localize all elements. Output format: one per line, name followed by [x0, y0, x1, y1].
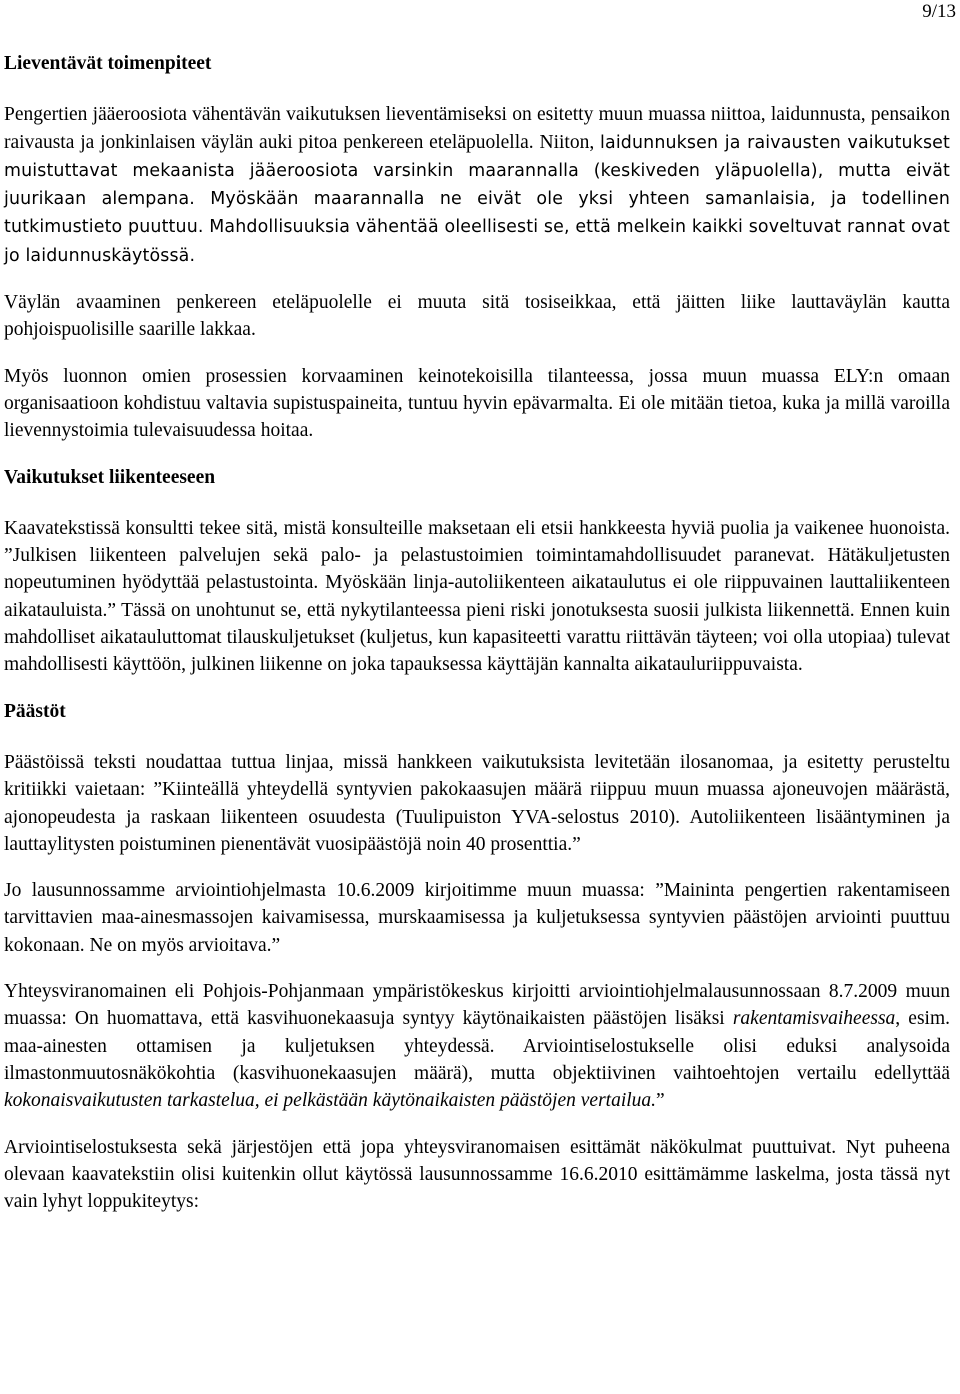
document-body [4, 50, 950, 1234]
paragraph-paastot-3-italic-a: rakentamisvaiheessa [732, 1008, 896, 1030]
paragraph-lievennys-1-text: Pengertien jääeroosiota vähentävän vaikutuksen lieventämiseksi on esitetty muun muassa niittoa, laidunnusta, pensaikon raivausta ja jonkinlaisen väylän auki pitoa penkereen eteläpuolella. Niiton, [4, 104, 950, 153]
paragraph-lievennys-1 [4, 101, 950, 270]
paragraph-lievennys-2: Väylän avaaminen penkereen eteläpuolelle ei muuta sitä tosiseikkaa, että jäitten liike lauttaväylän kautta pohjoispuolisille saarille lakkaa. [4, 292, 950, 341]
heading-lieventavat: Lieventävät toimenpiteet [4, 53, 212, 74]
paragraph-liikenne-1: Kaavatekstissä konsultti tekee sitä, mistä konsulteille maksetaan eli etsii hankkeesta hyviä puolia ja vaikenee huonoista. ”Julkisen liikenteen palvelujen sekä palo- ja pelastustoimien toimintamahdollisuudet paranevat. Hätäkuljetusten nopeutuminen hyödyttää pelastustointa. Myöskään linja-autoliikenteen aikataulutus ei ole riippuvainen lauttaliikenteen aikatauluista.” Tässä on unohtunut se, että nykytilanteessa pieni riski jonotuksesta suosii julkista liikennettä. Ennen kuin mahdolliset aikatauluttomat tilauskuljetukset (kuljetus, kun kapasiteetti varattu riittävän täyteen; voi olla utopiaa) tulevat mahdollisesti käyttöön, julkinen liikenne on joka tapauksessa käyttäjän kannalta aikatauluriippuvaista. [4, 517, 950, 676]
heading-liikenne: Vaikutukset liikenteeseen [4, 466, 216, 488]
heading-paastot: Päästöt [4, 700, 66, 722]
paragraph-paastot-3-closing-quote: ” [656, 1090, 665, 1112]
paragraph-paastot-3-italic-b: kokonaisvaikutusten tarkastelua, ei pelkästään käytönaikaisten päästöjen vertailua. [4, 1090, 657, 1112]
paragraph-paastot-3 [4, 978, 950, 1114]
paragraph-lievennys-3: Myös luonnon omien prosessien korvaaminen keinotekoisilla tilanteessa, jossa muun muassa ELY:n omaan organisaatioon kohdistuu valtavia supistuspaineita, tuntuu hyvin epävarmalta. Ei ole mitään tietoa, kuka ja millä varoilla lievennystoimia tulevaisuudessa hoitaa. [4, 365, 950, 442]
paragraph-paastot-1: Päästöissä teksti noudattaa tuttua linjaa, missä hankkeen vaikutuksista levitetään ilosanomaa, ja esitetty perusteltu kritiikki vaietaan: ”Kiinteällä yhteydellä syntyvien pakokaasujen määrä riippuu muun muassa ajoneuvojen määrästä, ajonopeudesta ja raskaan liikenteen osuudesta (Tuulipuiston YVA-selostus 2010). Autoliikenteen lisääntyminen ja lauttaylitysten poistuminen pienentävät vuosipäästöjä noin 40 prosenttia.” [4, 751, 950, 855]
paragraph-paastot-3-text-a: Yhteysviranomainen eli Pohjois-Pohjanmaan ympäristökeskus kirjoitti arviointiohjelmalausunnossaan 8.7.2009 muun muassa: On huomattava, että kasvihuonekaasuja syntyy käytönaikaisten päästöjen lisäksi [4, 981, 950, 1030]
paragraph-paastot-3-text-b: , esim. maa-ainesten ottamisen ja kuljetuksen yhteydessä. Arviointiselostukselle olisi eduksi analysoida ilmastonmuutosnäkökohtia (kasvihuonekaasujen määrä), mutta objektiivinen vaihtoehtojen vertailu edellyttää [4, 1008, 950, 1084]
page-number: 9/13 [922, 1, 956, 22]
paragraph-lievennys-1-sans-text: laidunnuksen ja raivausten vaikutukset muistuttavat mekaanista jääeroosiota varsinkin maarannalla (keskiveden yläpuolella), mutta eivät juurikaan alempana. Myöskään maarannalla ne eivät ole yksi yhteen samanlaisia, ja todellinen tutkimustieto puuttuu. Mahdollisuuksia vähentää oleellisesti se, että melkein kaikki soveltuvat rannat ovat jo laidunnuskäytössä. [4, 132, 950, 266]
paragraph-paastot-2: Jo lausunnossamme arviointiohjelmasta 10.6.2009 kirjoitimme muun muassa: ”Maininta pengertien rakentamiseen tarvittavien maa-ainesmassojen kaivamisessa, murskaamisessa ja kuljetuksessa syntyvien päästöjen arviointi puuttuu kokonaan. Ne on myös arvioitava.” [4, 880, 950, 956]
paragraph-paastot-4: Arviointiselostuksesta sekä järjestöjen että jopa yhteysviranomaisen esittämät näkökulmat puuttuivat. Nyt puheena olevaan kaavatekstiin olisi kuitenkin ollut käytössä lausunnossamme 16.6.2010 esittämämme laskelma, josta tässä nyt vain lyhyt loppukiteytys: [4, 1136, 950, 1213]
